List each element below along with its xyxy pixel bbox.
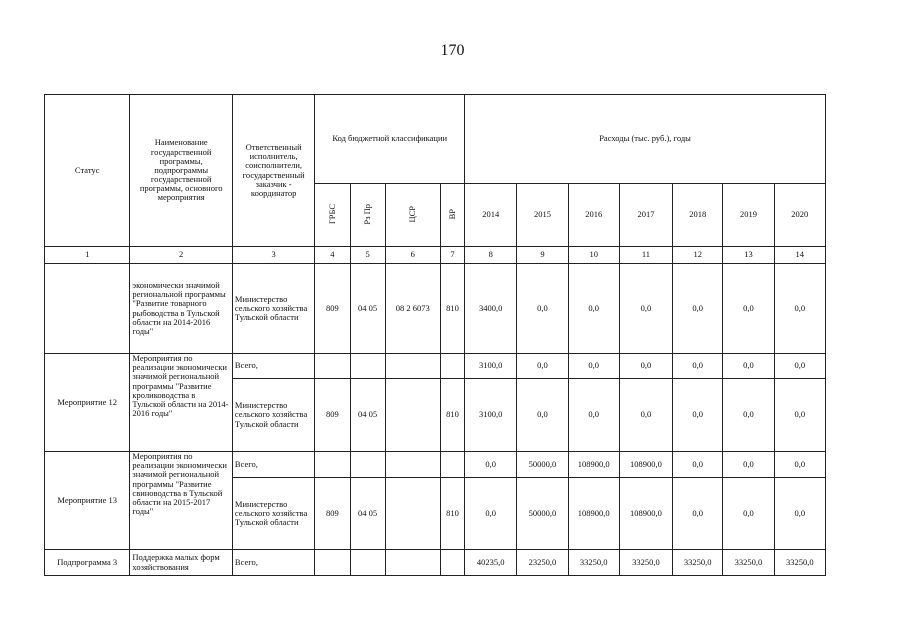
- header-csr-label: ЦСР: [407, 205, 418, 223]
- row-value: 0,0: [723, 379, 774, 452]
- row-value: 0,0: [619, 354, 672, 379]
- row-name: Поддержка малых форм хозяйствования: [130, 550, 233, 576]
- page-number: 170: [440, 42, 465, 59]
- row-status: Мероприятие 13: [45, 452, 130, 550]
- row-name: Мероприятия по реализации экономически значимой региональной программы "Развитие свиноводства в Тульской области на 2015-2017 годы": [130, 452, 233, 550]
- row-value: 0,0: [673, 264, 723, 354]
- header-executor: Ответственный исполнитель, соисполнители, государственный заказчик - координатор: [232, 95, 314, 247]
- row-executor: Всего,: [232, 354, 314, 379]
- row-vr: 810: [440, 478, 464, 550]
- row-vr: [440, 452, 464, 478]
- row-grbs: 809: [315, 264, 350, 354]
- column-number: 12: [673, 247, 723, 264]
- row-value: 0,0: [619, 264, 672, 354]
- row-vr: 810: [440, 264, 464, 354]
- row-value: 0,0: [774, 452, 825, 478]
- header-year: 2019: [723, 184, 774, 247]
- row-value: 3400,0: [465, 264, 517, 354]
- row-value: 0,0: [619, 379, 672, 452]
- row-value: 108900,0: [619, 452, 672, 478]
- row-csr: [385, 550, 440, 576]
- row-value: 33250,0: [568, 550, 619, 576]
- header-vr: [440, 184, 464, 247]
- row-executor: Министерство сельского хозяйства Тульской области: [232, 379, 314, 452]
- row-name: Мероприятия по реализации экономически значимой региональной программы "Развитие кролиководства в Тульской области на 2014-2016 годы": [130, 354, 233, 452]
- header-year: 2014: [465, 184, 517, 247]
- row-value: 0,0: [568, 354, 619, 379]
- row-grbs: [315, 452, 350, 478]
- column-number: 7: [440, 247, 464, 264]
- row-value: 0,0: [723, 452, 774, 478]
- row-value: 0,0: [723, 354, 774, 379]
- row-csr: [385, 354, 440, 379]
- column-number: 1: [45, 247, 130, 264]
- row-value: 0,0: [673, 452, 723, 478]
- row-value: 50000,0: [517, 452, 568, 478]
- row-value: 108900,0: [568, 452, 619, 478]
- row-status: [45, 264, 130, 354]
- row-executor: Министерство сельского хозяйства Тульской области: [232, 478, 314, 550]
- row-vr: [440, 354, 464, 379]
- row-grbs: [315, 354, 350, 379]
- row-rzpr: 04 05: [350, 478, 385, 550]
- row-value: 50000,0: [517, 478, 568, 550]
- row-value: 0,0: [774, 354, 825, 379]
- row-csr: [385, 452, 440, 478]
- row-executor: Всего,: [232, 452, 314, 478]
- row-value: 3100,0: [465, 379, 517, 452]
- row-value: 40235,0: [465, 550, 517, 576]
- row-value: 0,0: [774, 379, 825, 452]
- row-value: 33250,0: [619, 550, 672, 576]
- row-rzpr: [350, 550, 385, 576]
- row-rzpr: [350, 452, 385, 478]
- row-value: 0,0: [568, 379, 619, 452]
- header-name: Наименование государственной программы, подпрограммы государственной программы, основного мероприятия: [130, 95, 233, 247]
- row-value: 0,0: [723, 264, 774, 354]
- row-value: 108900,0: [568, 478, 619, 550]
- row-value: 3100,0: [465, 354, 517, 379]
- table-row: [45, 452, 826, 478]
- row-status: Мероприятие 12: [45, 354, 130, 452]
- table-row: [45, 550, 826, 576]
- column-number: 11: [619, 247, 672, 264]
- column-number: 3: [232, 247, 314, 264]
- header-year: 2020: [774, 184, 825, 247]
- column-number: 4: [315, 247, 350, 264]
- table-row: [45, 264, 826, 354]
- budget-table: [44, 94, 826, 576]
- row-vr: [440, 550, 464, 576]
- row-value: 0,0: [774, 264, 825, 354]
- header-csr: [385, 184, 440, 247]
- header-rzpr-label: Рз Пр: [362, 203, 372, 225]
- column-number: 9: [517, 247, 568, 264]
- row-status: Подпрограмма 3: [45, 550, 130, 576]
- header-grbs: [315, 184, 350, 247]
- row-value: 0,0: [673, 354, 723, 379]
- row-value: 108900,0: [619, 478, 672, 550]
- row-value: 33250,0: [673, 550, 723, 576]
- header-grbs-label: ГРБС: [326, 203, 337, 224]
- row-value: 0,0: [568, 264, 619, 354]
- row-value: 33250,0: [774, 550, 825, 576]
- row-csr: [385, 478, 440, 550]
- row-csr: 08 2 6073: [385, 264, 440, 354]
- header-vr-label: ВР: [446, 208, 457, 220]
- row-value: 0,0: [673, 379, 723, 452]
- row-vr: 810: [440, 379, 464, 452]
- column-number: 6: [385, 247, 440, 264]
- row-grbs: 809: [315, 478, 350, 550]
- row-executor: Министерство сельского хозяйства Тульской области: [232, 264, 314, 354]
- row-value: 0,0: [465, 478, 517, 550]
- row-grbs: [315, 550, 350, 576]
- row-value: 0,0: [673, 478, 723, 550]
- column-number: 14: [774, 247, 825, 264]
- row-executor: Всего,: [232, 550, 314, 576]
- header-year: 2018: [673, 184, 723, 247]
- header-year: 2016: [568, 184, 619, 247]
- row-csr: [385, 379, 440, 452]
- column-number: 5: [350, 247, 385, 264]
- row-value: 0,0: [465, 452, 517, 478]
- row-value: 0,0: [723, 478, 774, 550]
- row-rzpr: 04 05: [350, 264, 385, 354]
- header-budget-code: Код бюджетной классификации: [315, 95, 465, 184]
- row-rzpr: [350, 354, 385, 379]
- header-year: 2017: [619, 184, 672, 247]
- row-value: 0,0: [774, 478, 825, 550]
- row-grbs: 809: [315, 379, 350, 452]
- row-rzpr: 04 05: [350, 379, 385, 452]
- table-row: [45, 354, 826, 379]
- row-value: 33250,0: [723, 550, 774, 576]
- column-number: 2: [130, 247, 233, 264]
- header-year: 2015: [517, 184, 568, 247]
- row-value: 0,0: [517, 264, 568, 354]
- column-number: 8: [465, 247, 517, 264]
- row-value: 0,0: [517, 354, 568, 379]
- row-value: 0,0: [517, 379, 568, 452]
- column-number: 10: [568, 247, 619, 264]
- row-name: экономически значимой региональной программы "Развитие товарного рыбоводства в Тульской области на 2014-2016 годы": [130, 264, 233, 354]
- row-value: 23250,0: [517, 550, 568, 576]
- header-status: Статус: [45, 95, 130, 247]
- column-number: 13: [723, 247, 774, 264]
- header-expenses: Расходы (тыс. руб.), годы: [465, 95, 826, 184]
- header-rzpr: [350, 184, 385, 247]
